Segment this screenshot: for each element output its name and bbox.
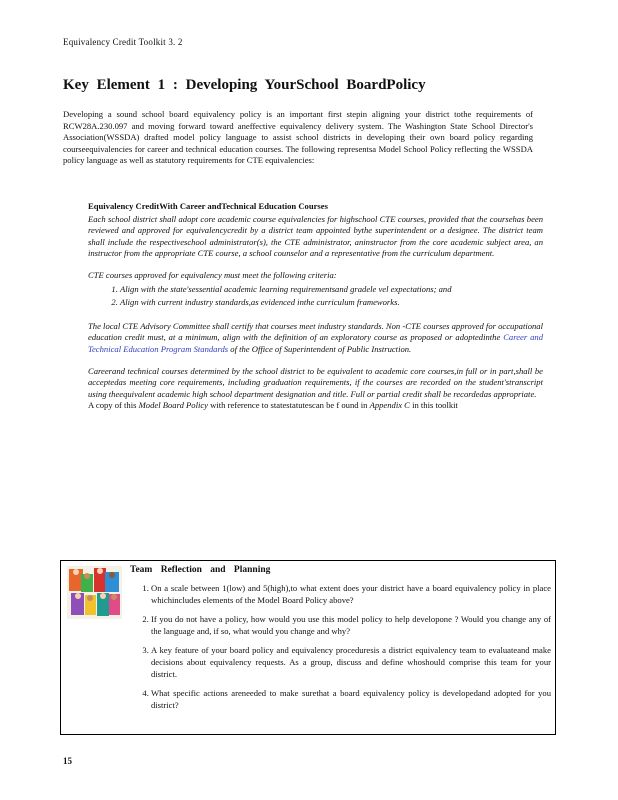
reflection-question: 4. What specific actions areneeded to make surethat a board equivalency policy is developedand adopted for you district? [151,688,551,711]
model-policy [88,201,543,412]
copy-note [88,400,543,412]
reflection-questions [135,583,551,719]
copy-note-text: in this toolkit [412,400,458,411]
copy-note-appendix-ref: Appendix C [369,400,410,411]
copy-note-policy-ref: Model Board Policy [138,400,208,411]
reflection-question: 2. If you do not have a policy, how would you use this model policy to help developone ? Would you change any of the language and, if so, what would you change and why? [151,614,551,637]
page-number: 15 [63,756,72,766]
criteria-item: 2. Align with current industry standards,as evidenced inthe curriculum frameworks. [120,297,543,309]
page-title: Key Element 1 : Developing YourSchool BoardPolicy [63,77,426,93]
policy-title: Equivalency CreditWith Career andTechnical Education Courses [88,201,328,211]
criteria-list [88,284,543,309]
reflection-question: 1. On a scale between 1(low) and 5(high),to what extent does your district have a board equivalency policy in place whichincludes elements of the Model Board Policy above? [151,583,551,606]
criteria-item: 1. Align with the state'sessential academic learning requirementsand gradele vel expectations; and [120,284,543,296]
people-collage-icon [67,566,122,619]
policy-paragraph-3-end: of the Office of Superintendent of Public Instruction. [230,343,412,354]
copy-note-text: with reference to statestatutescan be f ound in [210,400,368,411]
policy-paragraph-4: Careerand technical courses determined by the school district to be equivalent to academic core courses,in full or in part,shall be acceptedas meeting core requirements, including graduation requirements, if the courses are recorded on the student'stranscript using theequivalent academic high school department designation and title. Full or partial credit shall be recordedas appropriate. [88,365,543,399]
criteria-intro: CTE courses approved for equivalency must meet the following criteria: [88,269,337,280]
copy-note-text: A copy of this [88,400,137,411]
policy-paragraph-3-text: The local CTE Advisory Committee shall certify that courses meet industry standards. Non -CTE courses approved for occupational education credit must, at a minimum, align with the definition of an exploratory course as proposed or adoptedinthe [88,320,543,343]
running-header: Equivalency Credit Toolkit 3. 2 [63,37,183,47]
reflection-question: 3. A key feature of your board policy and equivalency proceduresis a district equivalency team to evaluateand make decisions about equivalency requests. As a group, discuss and define whoshould comprise this team for your district. [151,645,551,680]
program-standards-link[interactable]: Career and Technical Education Program Standards [88,332,543,354]
reflection-title: Team Reflection and Planning [130,565,271,575]
policy-paragraph-1: Each school district shall adopt core academic course equivalencies for highschool CTE courses, provided that the coursehas been reviewed and approved for equivalencycredit by a district team appointed bythe superintendent or a designee. The district team shall include the respectiveschool administrator(s), the CTE administrator, aninstructor from the core academic subject area, an instructor from the appropriate CTE course, a school counselor and a representative from the curriculum department. [88,213,543,259]
intro-paragraph: Developing a sound school board equivalency policy is an important first stepin aligning your district tothe requirements of RCW28A.230.097 and moving forward toward aneffective equivalency delivery system. The Washington State School Director's Association(WSSDA) drafted model policy language to assist school districts in developing their own board policy regarding courseequivalencies for career and technical education courses. The following representsa Model School Policy reflecting the WSSDA policy language as well as statutory requirements for CTE equivalencies: [63,109,533,166]
policy-paragraph-3 [88,321,543,356]
